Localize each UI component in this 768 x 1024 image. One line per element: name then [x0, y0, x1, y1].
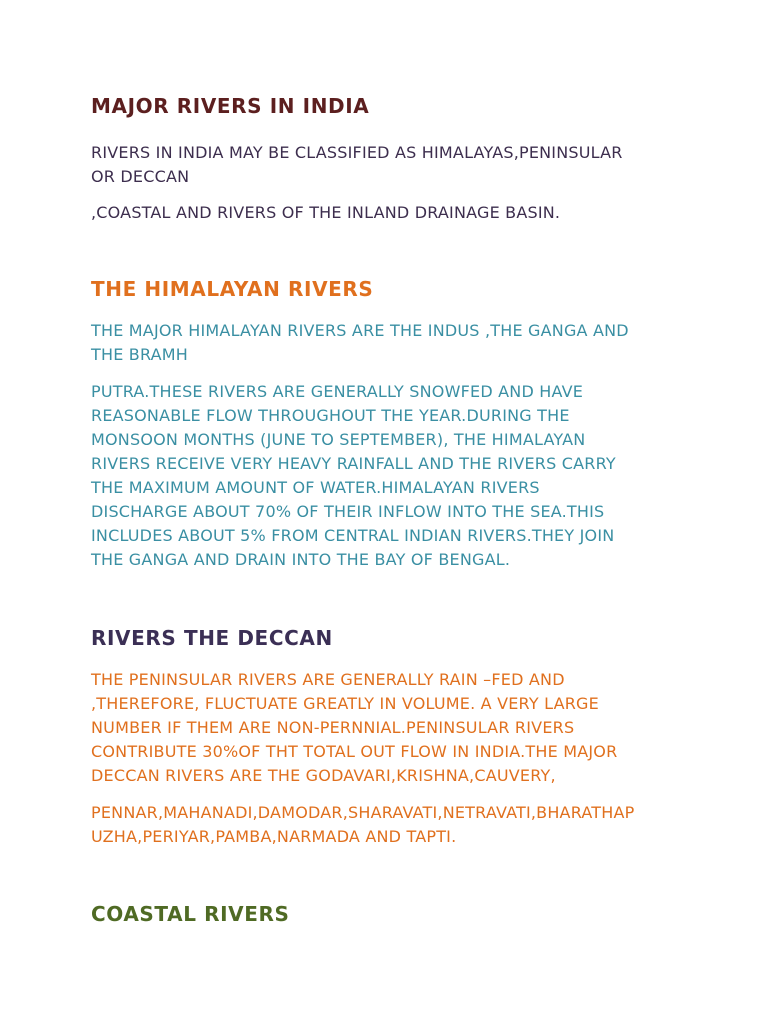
intro-paragraph-1: RIVERS IN INDIA MAY BE CLASSIFIED AS HIMALAYAS,PENINSULAR OR DECCAN: [91, 143, 623, 186]
deccan-paragraph-2: PENNAR,MAHANADI,DAMODAR,SHARAVATI,NETRAVATI,BHARATHAP UZHA,PERIYAR,PAMBA,NARMADA AND TAPTI.: [91, 803, 635, 846]
coastal-rivers-heading: COASTAL RIVERS: [91, 902, 290, 926]
himalayan-paragraph-2: PUTRA.THESE RIVERS ARE GENERALLY SNOWFED AND HAVE REASONABLE FLOW THROUGHOUT THE YEAR.DURING THE MONSOON MONTHS (JUNE TO SEPTEMBER), THE HIMALAYAN RIVERS RECEIVE VERY HEAVY RAINFALL AND THE RIVERS CARRY THE MAXIMUM AMOUNT OF WATER.HIMALAYAN RIVERS DISCHARGE ABOUT 70% OF THEIR INFLOW INTO THE SEA.THIS INCLUDES ABOUT 5% FROM CENTRAL INDIAN RIVERS.THEY JOIN THE GANGA AND DRAIN INTO THE BAY OF BENGAL.: [91, 382, 616, 569]
deccan-rivers-heading: RIVERS THE DECCAN: [91, 626, 333, 650]
himalayan-paragraph-1: THE MAJOR HIMALAYAN RIVERS ARE THE INDUS ,THE GANGA AND THE BRAMH: [91, 321, 629, 364]
page-title: MAJOR RIVERS IN INDIA: [91, 94, 370, 118]
deccan-paragraph-1: THE PENINSULAR RIVERS ARE GENERALLY RAIN –FED AND ,THEREFORE, FLUCTUATE GREATLY IN VOLUME. A VERY LARGE NUMBER IF THEM ARE NON-PERNNIAL.PENINSULAR RIVERS CONTRIBUTE 30%OF THT TOTAL OUT FLOW IN INDIA.THE MAJOR DECCAN RIVERS ARE THE GODAVARI,KRISHNA,CAUVERY,: [91, 670, 618, 785]
intro-paragraph-2: ,COASTAL AND RIVERS OF THE INLAND DRAINAGE BASIN.: [91, 203, 561, 222]
himalayan-rivers-heading: THE HIMALAYAN RIVERS: [91, 277, 374, 301]
